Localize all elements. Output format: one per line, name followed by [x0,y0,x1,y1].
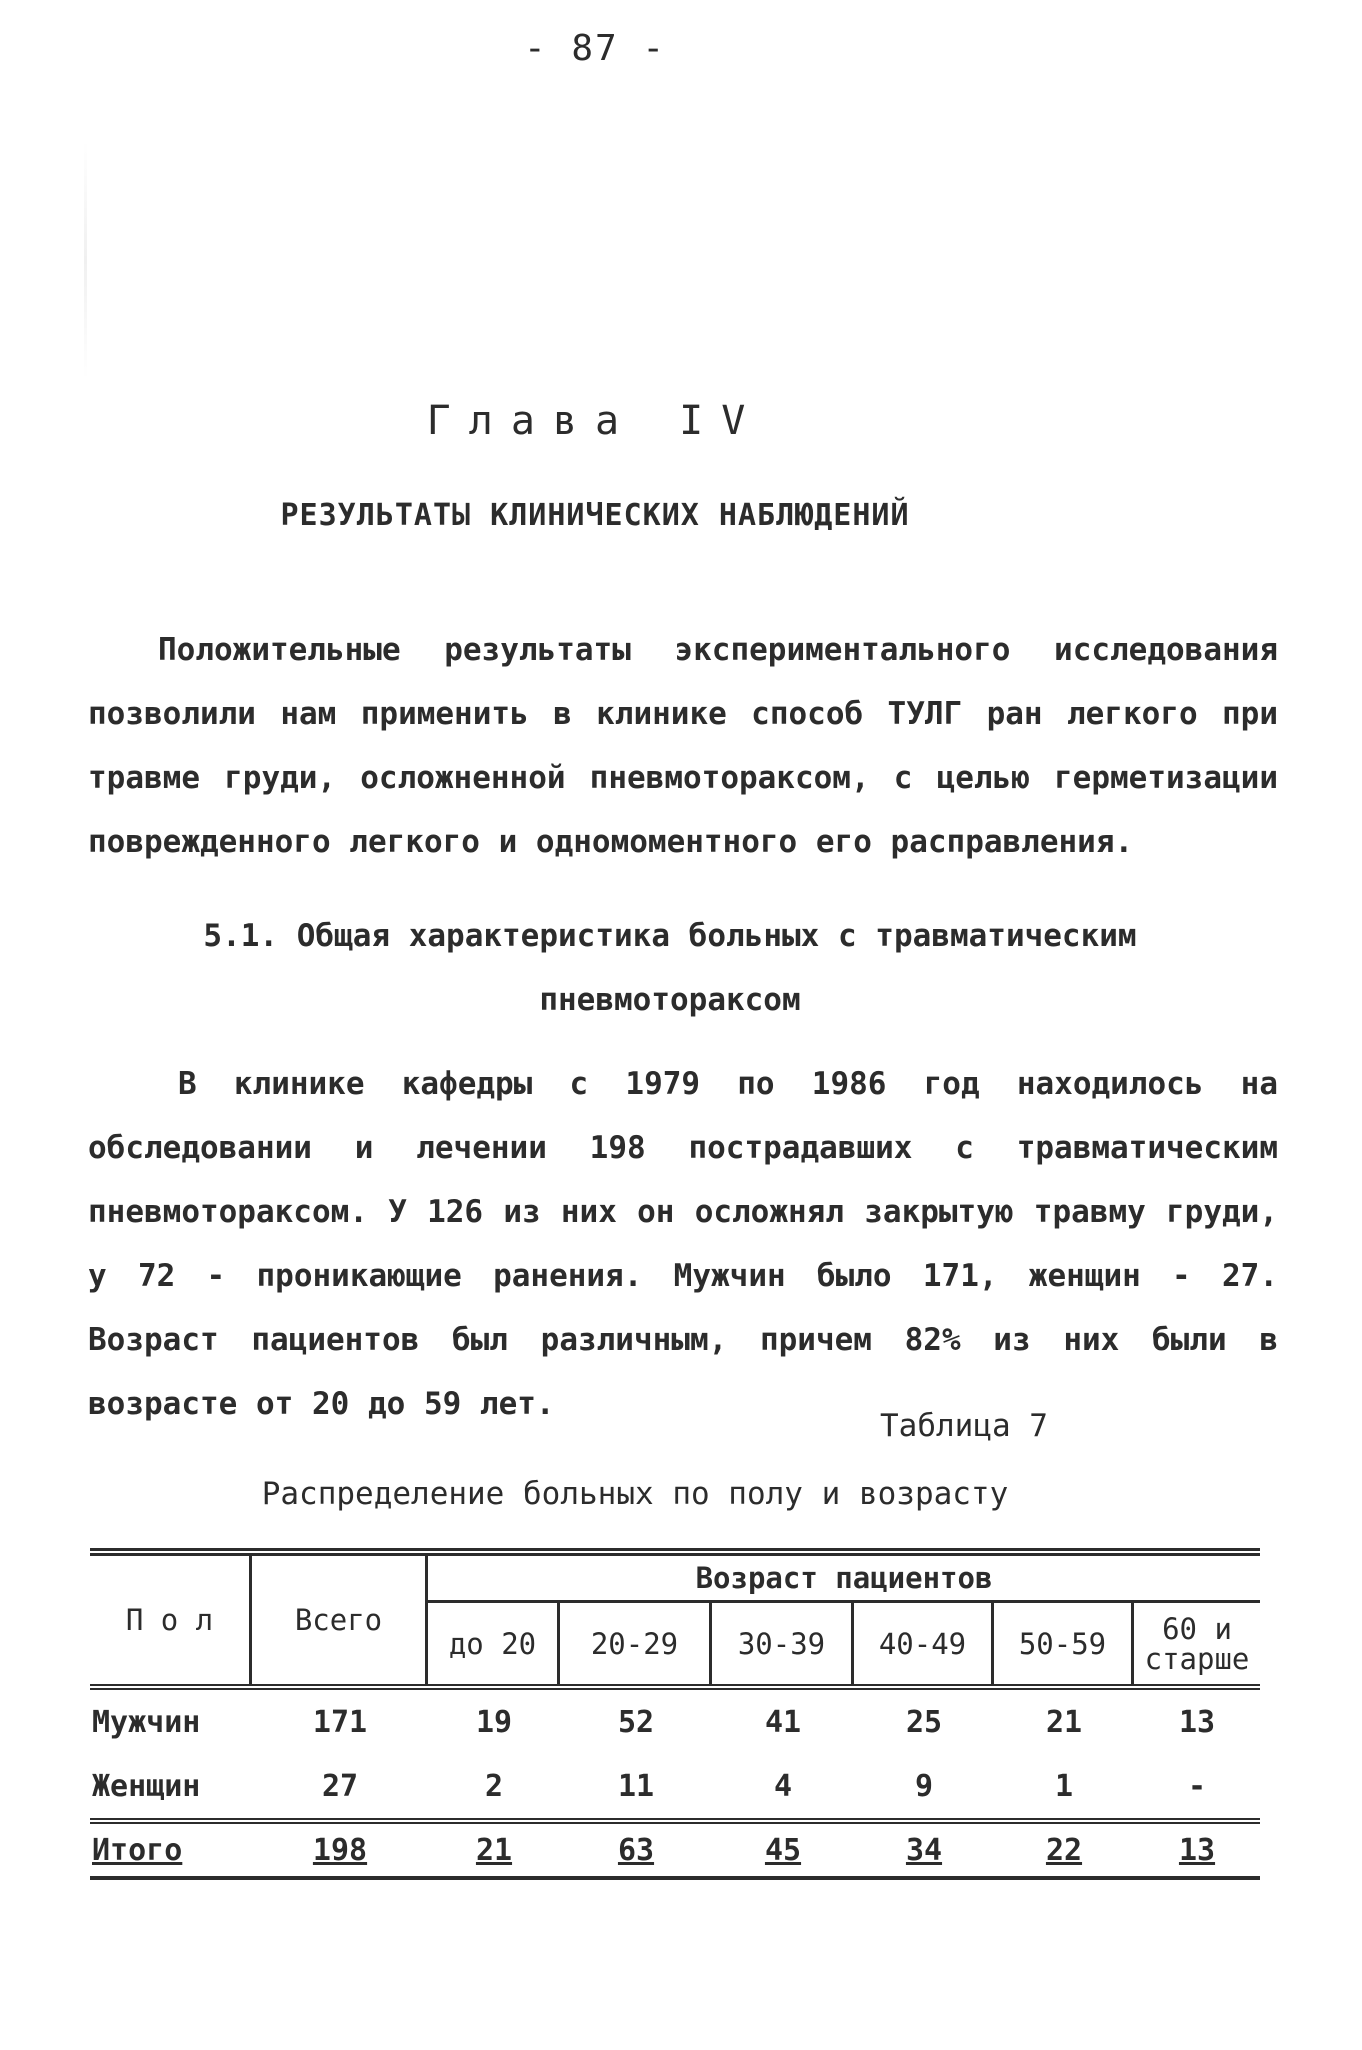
header-age-30-39: 30-39 [712,1603,854,1684]
section-heading: 5.1. Общая характеристика больных с травматическим пневмотораксом [203,918,1137,1018]
cell-50-59: 22 [1045,1832,1083,1868]
table-row [90,1754,1260,1818]
table-header [90,1556,1260,1690]
cell-30-39: 41 [764,1704,802,1740]
table-caption: Распределение больных по полу и возрасту [261,1476,1009,1512]
cell-total: 198 [312,1832,368,1868]
cell-20-29: 52 [617,1704,655,1740]
cell-under-20: 21 [475,1832,513,1868]
cell-40-49: 34 [905,1832,943,1868]
header-age-60-plus: 60 и старше [1144,1611,1250,1676]
table-total-row [90,1818,1260,1880]
paragraph-patients: В клинике кафедры с 1979 по 1986 год находилось на обследовании и лечении 198 пострадавших с травматическим пневмотораксом. У 126 из них он осложнял закрытую травму груди, у 72 - проникающие ранения. Мужчин было 171, женщин - 27. Возраст пациентов был различным, причем 82% из них были в возрасте от 20 до 59 лет. [88,1066,1278,1422]
header-age-20-29: 20-29 [560,1603,712,1684]
chapter-subtitle: РЕЗУЛЬТАТЫ КЛИНИЧЕСКИХ НАБЛЮДЕНИЙ [280,498,910,533]
cell-total: 27 [321,1768,359,1804]
table-label: Таблица 7 [880,1408,1048,1444]
header-age-40-49: 40-49 [854,1603,994,1684]
cell-30-39: 4 [773,1768,793,1804]
page-number: - 87 - [523,28,667,69]
cell-40-49: 9 [914,1768,934,1804]
chapter-title: Глава IV [426,398,764,444]
header-sex: П о л [90,1556,252,1684]
distribution-table [90,1548,1260,1880]
cell-20-29: 11 [617,1768,655,1804]
header-age-group: Возраст пациентов [428,1556,1260,1603]
cell-60-plus: 13 [1178,1704,1216,1740]
header-age-50-59: 50-59 [994,1603,1134,1684]
cell-20-29: 63 [617,1832,655,1868]
row-label: Мужчин [92,1704,201,1740]
table-row [90,1690,1260,1754]
cell-60-plus: - [1187,1768,1207,1804]
cell-60-plus: 13 [1178,1832,1216,1868]
cell-50-59: 21 [1045,1704,1083,1740]
row-label: Женщин [92,1768,201,1804]
row-label: Итого [92,1832,183,1868]
cell-40-49: 25 [905,1704,943,1740]
scan-margin-mark [84,140,87,380]
header-total: Всего [252,1556,428,1684]
paragraph-intro: Положительные результаты экспериментального исследования позволили нам применить в клинике способ ТУЛГ ран легкого при травме груди, осложненной пневмотораксом, с целью герметизации поврежденного легкого и одномоментного его расправления. [88,632,1278,860]
cell-30-39: 45 [764,1832,802,1868]
cell-under-20: 19 [475,1704,513,1740]
cell-total: 171 [312,1704,368,1740]
table-top-rule [90,1548,1260,1556]
cell-under-20: 2 [484,1768,504,1804]
cell-50-59: 1 [1054,1768,1074,1804]
header-age-under-20: до 20 [428,1603,560,1684]
